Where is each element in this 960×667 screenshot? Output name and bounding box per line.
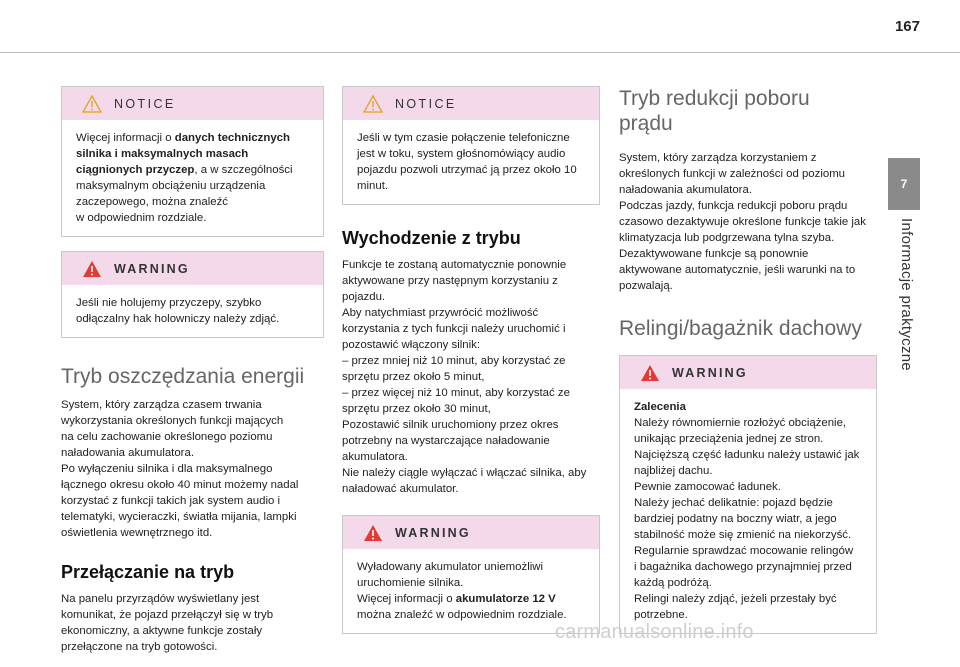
warning-triangle-outline-icon: [82, 95, 102, 113]
page-number: 167: [894, 18, 920, 35]
watermark: carmanualsonline.info: [555, 621, 754, 643]
warning-label: WARNING: [672, 365, 748, 380]
notice-header: [343, 87, 599, 120]
column-1: [61, 86, 324, 667]
text-bold: silnika i maksymalnych masach: [76, 148, 249, 160]
text: Jeśli nie holujemy przyczepy, szybko: [76, 297, 262, 309]
text-bold: ciągnionych przyczep: [76, 164, 195, 176]
warning-box: [61, 251, 324, 338]
notice-box: [342, 86, 600, 205]
warning-box: [619, 355, 877, 634]
notice-body: [62, 120, 323, 236]
warning-label: WARNING: [114, 261, 190, 276]
warning-body: [62, 285, 323, 337]
warning-body: Zalecenia Należy równomiernie rozłożyć obciążenie, unikając przeciążenia jednej ze stron. Najcięższą część ładunku należy ustawić jak najbliżej dachu. Pewnie zamocować ładunek. Należy jechać delikatnie: pojazd będzie bardziej podatny na boczny wiatr, a jego stabilność może się zmienić na niekorzyść. Regularnie sprawdzać mocowanie relingów i bagażnika dachowego przynajmniej przed każdą podróżą. Relingi należy zdjąć, jeżeli przestały być potrzebne.: [620, 389, 876, 633]
text: , a w szczególności: [194, 164, 293, 176]
text: maksymalnym obciążeniu urządzenia: [76, 180, 266, 192]
warning-body: Wyładowany akumulator uniemożliwi uruchomienie silnika. Więcej informacji o akumulatorze 12 V można znaleźć w odpowiednim rozdziale.: [357, 561, 567, 621]
warning-triangle-icon: [640, 364, 660, 382]
text: Więcej informacji o: [76, 132, 175, 144]
text: zaczepowego, można znaleźć: [76, 196, 228, 208]
notice-label: NOTICE: [114, 96, 176, 111]
warning-triangle-outline-icon: [363, 95, 383, 113]
notice-body: Jeśli w tym czasie połączenie telefoniczne jest w toku, system głośnomówiący audio pojazdu pozwoli utrzymać ją przez około 10 minut.: [357, 132, 577, 192]
warning-header: [620, 356, 876, 389]
subsection-title: Wychodzenie z trybu: [342, 228, 521, 248]
text: Więcej informacji o: [357, 593, 456, 605]
text: w odpowiednim rozdziale.: [76, 212, 207, 224]
text-bold: akumulatorze 12 V: [455, 593, 556, 605]
section-text: System, który zarządza czasem trwania wykorzystania określonych funkcji mających na celu zachowanie określonego poziomu naładowania akumulatora. Po wyłączeniu silnika i dla maksymalnego łącznego okresu około 40 minut możemy nadal korzystać z funkcji takich jak system audio i telematyki, wycieraczki, światła mijania, lampki oświetlenia wewnętrznego itd.: [61, 399, 299, 539]
notice-label: NOTICE: [395, 96, 457, 111]
section-title: Tryb oszczędzania energii: [61, 365, 305, 388]
section-text: Na panelu przyrządów wyświetlany jest komunikat, że pojazd przełączył się w tryb ekonomiczny, a aktywne funkcje zostały przełączone na tryb gotowości.: [61, 593, 274, 653]
warning-triangle-icon: [363, 524, 383, 542]
section-text: Funkcje te zostaną automatycznie ponownie aktywowane przy następnym korzystaniu z pojazdu. Aby natychmiast przywrócić możliwość korzystania z tych funkcji należy uruchomić i pozostawić włączony silnik: – przez mniej niż 10 minut, aby korzystać ze sprzętu przez około 5 minut, – przez więcej niż 10 minut, aby korzystać ze sprzętu przez około 30 minut, Pozostawić silnik uruchomiony przez okres potrzebny na wystarczające naładowanie akumulatora. Nie należy ciągle wyłączać i włączać silnika, aby naładować akumulator.: [342, 259, 587, 495]
warning-header: [62, 252, 323, 285]
warning-subtitle: Zalecenia: [634, 401, 686, 413]
chapter-title: Informacje praktyczne: [898, 218, 915, 372]
top-divider: [0, 52, 960, 53]
warning-header: [343, 516, 599, 549]
warning-triangle-icon: [82, 260, 102, 278]
column-3: [619, 86, 877, 648]
text-bold: danych technicznych: [174, 132, 290, 144]
section-text: System, który zarządza korzystaniem z określonych funkcji w zależności od poziomu naładowania akumulatora. Podczas jazdy, funkcja redukcji poboru prądu czasowo dezaktywuje określone funkcje takie jak klimatyzacja lub podgrzewana tylna szyba. Dezaktywowane funkcje są ponownie aktywowane automatycznie, jeśli warunki na to pozwalają.: [619, 152, 866, 292]
notice-box: [61, 86, 324, 237]
warning-box: [342, 515, 600, 634]
text: odłączalny hak holowniczy należy zdjąć.: [76, 313, 280, 325]
section-title: Tryb redukcji poboru prądu: [619, 87, 810, 135]
subsection-title: Przełączanie na tryb: [61, 562, 235, 582]
column-2: [342, 86, 600, 648]
warning-label: WARNING: [395, 525, 471, 540]
chapter-tab: 7: [888, 158, 920, 210]
section-title: Relingi/bagażnik dachowy: [619, 317, 862, 340]
notice-header: [62, 87, 323, 120]
